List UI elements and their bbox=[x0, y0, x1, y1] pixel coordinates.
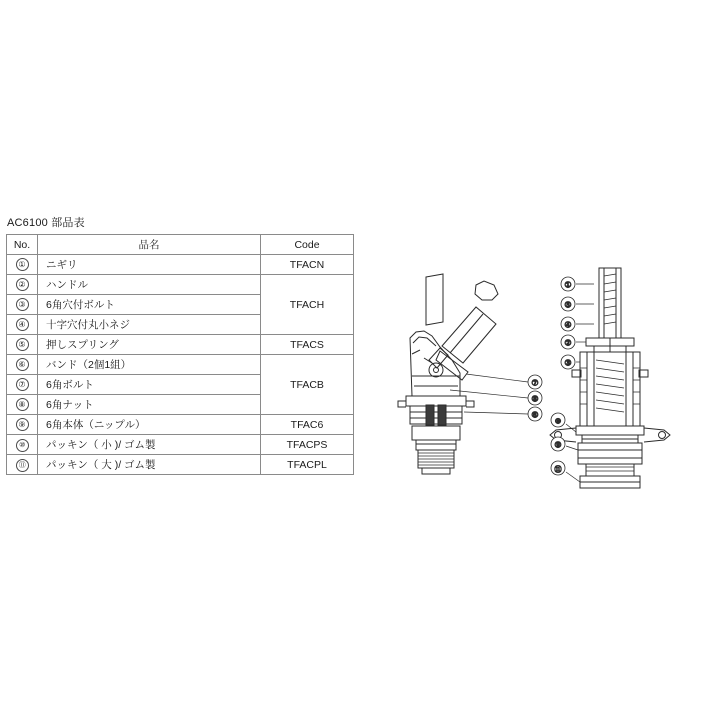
top-flange bbox=[586, 338, 634, 352]
row-no bbox=[7, 315, 38, 335]
clamp-band bbox=[398, 396, 474, 425]
circled-number: ⑥ bbox=[16, 358, 29, 371]
row-no bbox=[7, 415, 38, 435]
callout-label-5: ⑤ bbox=[564, 300, 572, 310]
circled-number: ⑪ bbox=[16, 459, 29, 472]
circled-number: ② bbox=[16, 278, 29, 291]
callout-label-7: ⑦ bbox=[531, 378, 539, 388]
leader-lines bbox=[450, 284, 594, 482]
callout-label-3: ③ bbox=[564, 358, 572, 368]
callout-label-9: ⑨ bbox=[554, 440, 562, 450]
table-row bbox=[7, 255, 354, 275]
circled-number: ⑤ bbox=[16, 338, 29, 351]
table-header-row bbox=[7, 235, 354, 255]
row-no bbox=[7, 395, 38, 415]
parts-table-block bbox=[6, 216, 352, 475]
table-row bbox=[7, 335, 354, 355]
row-name: バンド（2個1組） bbox=[38, 355, 261, 375]
circled-number: ① bbox=[16, 258, 29, 271]
table-row bbox=[7, 355, 354, 375]
row-name: 6角ナット bbox=[38, 395, 261, 415]
row-no bbox=[7, 375, 38, 395]
row-code: TFACB bbox=[261, 355, 354, 415]
table-title: AC6100 部品表 bbox=[7, 217, 85, 229]
callout-label-11: ⑪ bbox=[554, 466, 562, 474]
circled-number: ③ bbox=[16, 298, 29, 311]
callout-label-4: ④ bbox=[564, 320, 572, 330]
row-no bbox=[7, 275, 38, 295]
table-row bbox=[7, 415, 354, 435]
header-code: Code bbox=[261, 235, 354, 255]
circled-number: ⑩ bbox=[16, 439, 29, 452]
circled-number: ⑨ bbox=[16, 418, 29, 431]
row-name: 十字穴付丸小ネジ bbox=[38, 315, 261, 335]
row-no bbox=[7, 455, 38, 475]
callout-balloons bbox=[528, 277, 575, 475]
circled-number: ⑦ bbox=[16, 378, 29, 391]
hex-body-right bbox=[578, 443, 642, 476]
row-name: ニギリ bbox=[38, 255, 261, 275]
circled-number: ④ bbox=[16, 318, 29, 331]
callout-label-1: ① bbox=[564, 280, 572, 290]
callout-label-10: ⑩ bbox=[554, 418, 562, 426]
parts-table bbox=[6, 234, 354, 475]
body-upper-shell bbox=[410, 331, 460, 396]
header-no: No. bbox=[7, 235, 38, 255]
left-assembly bbox=[398, 274, 498, 474]
row-code: TFACPS bbox=[261, 435, 354, 455]
row-name: 押しスプリング bbox=[38, 335, 261, 355]
row-name: 6角ボルト bbox=[38, 375, 261, 395]
callout-label-8: ⑧ bbox=[531, 394, 539, 404]
row-no bbox=[7, 295, 38, 315]
row-code: TFACH bbox=[261, 275, 354, 335]
row-code: TFACN bbox=[261, 255, 354, 275]
row-code: TFACS bbox=[261, 335, 354, 355]
cap-part bbox=[475, 281, 498, 300]
packing-large bbox=[580, 476, 640, 488]
table-row bbox=[7, 455, 354, 475]
exploded-drawing bbox=[380, 250, 710, 520]
circled-number: ⑧ bbox=[16, 398, 29, 411]
table-row bbox=[7, 275, 354, 295]
row-name: パッキン（ 小 )/ ゴム製 bbox=[38, 435, 261, 455]
header-name: 品名 bbox=[38, 235, 261, 255]
collar-packing-small bbox=[576, 426, 644, 443]
row-no bbox=[7, 355, 38, 375]
row-no bbox=[7, 435, 38, 455]
grip-knob bbox=[599, 268, 621, 338]
row-name: 6角本体（ニップル） bbox=[38, 415, 261, 435]
row-name: 6角穴付ボルト bbox=[38, 295, 261, 315]
row-name: パッキン（ 大 )/ ゴム製 bbox=[38, 455, 261, 475]
callout-label-6: ⑥ bbox=[531, 410, 539, 420]
drawing-svg bbox=[380, 250, 710, 520]
main-barrel-section bbox=[572, 352, 648, 426]
table-row bbox=[7, 435, 354, 455]
handle-arm bbox=[429, 307, 496, 368]
row-no bbox=[7, 255, 38, 275]
grip-block-part bbox=[426, 274, 443, 325]
callout-label-2: ② bbox=[564, 338, 572, 348]
hex-nipple-lower bbox=[412, 426, 460, 474]
row-name: ハンドル bbox=[38, 275, 261, 295]
row-no bbox=[7, 335, 38, 355]
row-code: TFAC6 bbox=[261, 415, 354, 435]
row-code: TFACPL bbox=[261, 455, 354, 475]
